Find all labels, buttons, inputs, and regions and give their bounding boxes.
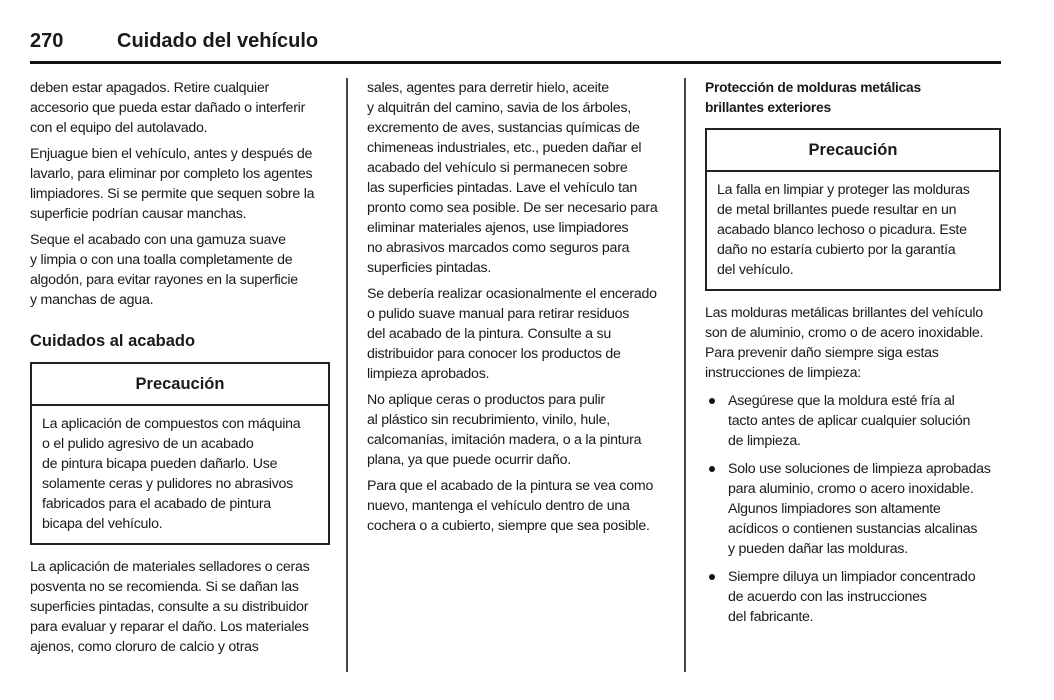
page-number: 270 [30, 30, 64, 52]
text-line: acídicos o contienen sustancias alcalinas [728, 521, 978, 537]
paragraph [367, 390, 667, 470]
bullet-icon [709, 398, 715, 404]
text-line: Algunos limpiadores son altamente [728, 501, 941, 517]
text-line: son de aluminio, cromo o de acero inoxidable. [705, 325, 984, 341]
text-line: distribuidor para conocer los productos de [367, 346, 621, 362]
column-divider [684, 78, 686, 672]
text-line: plana, ya que puede ocurrir daño. [367, 452, 571, 468]
caution-box [30, 362, 330, 545]
paragraph [367, 284, 667, 384]
text-line: superficies pintadas, consulte a su distribuidor [30, 599, 309, 615]
paragraph [30, 144, 330, 224]
text-line: Protección de molduras metálicas [705, 80, 921, 95]
text-line: sales, agentes para derretir hielo, aceite [367, 80, 609, 96]
text-line: con el equipo del autolavado. [30, 120, 208, 136]
text-line: de acuerdo con las instrucciones [728, 589, 927, 605]
bullet-item [705, 567, 1001, 627]
caution-body [707, 172, 999, 289]
text-line: de metal brillantes puede resultar en un [717, 202, 957, 218]
paragraph [30, 557, 330, 657]
text-line: o pulido suave manual para retirar residuos [367, 306, 630, 322]
text-line: del fabricante. [728, 609, 814, 625]
caution-box [705, 128, 1001, 291]
text-line: La aplicación de compuestos con máquina [42, 416, 301, 432]
text-line: limpieza aprobados. [367, 366, 490, 382]
section-heading: Cuidados al acabado [30, 332, 196, 350]
text-line: y alquitrán del camino, savia de los árboles, [367, 100, 631, 116]
text-line: bicapa del vehículo. [42, 516, 163, 532]
subsection-heading [705, 78, 1001, 118]
text-line: o el pulido agresivo de un acabado [42, 436, 254, 452]
bullet-item [705, 391, 1001, 451]
caution-title: Precaución [707, 130, 999, 172]
text-line: algodón, para evitar rayones en la superficie [30, 272, 298, 288]
text-line: limpiadores. Si se permite que sequen sobre la [30, 186, 315, 202]
paragraph [367, 476, 667, 536]
text-line: brillantes exteriores [705, 100, 831, 115]
text-line: Siempre diluya un limpiador concentrado [728, 569, 976, 585]
text-line: Las molduras metálicas brillantes del vehículo [705, 305, 983, 321]
text-line: chimeneas industriales, etc., pueden dañar el [367, 140, 642, 156]
bullet-icon [709, 466, 715, 472]
text-line: superficie podrían causar manchas. [30, 206, 247, 222]
text-line: Enjuague bien el vehículo, antes y después de [30, 146, 313, 162]
text-line: Solo use soluciones de limpieza aprobadas [728, 461, 991, 477]
text-line: fabricados para el acabado de pintura [42, 496, 271, 512]
text-line: y limpia o con una toalla completamente de [30, 252, 293, 268]
text-line: instrucciones de limpieza: [705, 365, 861, 381]
text-line: acabado del vehículo si permanecen sobre [367, 160, 628, 176]
text-line: deben estar apagados. Retire cualquier [30, 80, 269, 96]
text-line: ajenos, como cloruro de calcio y otras [30, 639, 259, 655]
text-line: y manchas de agua. [30, 292, 154, 308]
paragraph [367, 78, 667, 278]
text-line: calcomanías, imitación madera, o a la pintura [367, 432, 642, 448]
caution-title: Precaución [32, 364, 328, 406]
header-rule [30, 61, 1001, 64]
text-line: tacto antes de aplicar cualquier solución [728, 413, 971, 429]
text-line: al plástico sin recubrimiento, vinilo, hule, [367, 412, 610, 428]
text-line: nuevo, mantenga el vehículo dentro de una [367, 498, 630, 514]
text-line: Asegúrese que la moldura esté fría al [728, 393, 955, 409]
text-line: Para que el acabado de la pintura se vea como [367, 478, 654, 494]
text-line: solamente ceras y pulidores no abrasivos [42, 476, 294, 492]
text-line: para evaluar y reparar el daño. Los materiales [30, 619, 309, 635]
bullet-icon [709, 574, 715, 580]
paragraph [30, 230, 330, 310]
text-line: para aluminio, cromo o acero inoxidable. [728, 481, 974, 497]
text-line: daño no estaría cubierto por la garantía [717, 242, 956, 258]
text-line: y pueden dañar las molduras. [728, 541, 908, 557]
column-3 [705, 78, 1001, 627]
text-line: del acabado de la pintura. Consulte a su [367, 326, 611, 342]
text-line: Para prevenir daño siempre siga estas [705, 345, 939, 361]
page-title: Cuidado del vehículo [117, 30, 319, 52]
paragraph [705, 303, 1001, 383]
text-line: las superficies pintadas. Lave el vehículo tan [367, 180, 638, 196]
text-line: eliminar materiales ajenos, use limpiadores [367, 220, 629, 236]
text-line: del vehículo. [717, 262, 794, 278]
text-line: accesorio que pueda estar dañado o interferir [30, 100, 306, 116]
paragraph [30, 78, 330, 138]
text-line: acabado blanco lechoso o picadura. Este [717, 222, 967, 238]
text-line: cochera o a cubierto, siempre que sea posible. [367, 518, 650, 534]
text-line: Seque el acabado con una gamuza suave [30, 232, 286, 248]
text-line: Se debería realizar ocasionalmente el encerado [367, 286, 657, 302]
column-1 [30, 78, 330, 657]
text-line: posventa no se recomienda. Si se dañan las [30, 579, 299, 595]
caution-body [32, 406, 328, 543]
text-line: La falla en limpiar y proteger las molduras [717, 182, 970, 198]
text-line: pronto como sea posible. De ser necesario para [367, 200, 658, 216]
text-line: superficies pintadas. [367, 260, 492, 276]
column-divider [346, 78, 348, 672]
text-line: de limpieza. [728, 433, 801, 449]
text-line: No aplique ceras o productos para pulir [367, 392, 605, 408]
bullet-item [705, 459, 1001, 559]
text-line: de pintura bicapa pueden dañarlo. Use [42, 456, 278, 472]
text-line: excremento de aves, sustancias químicas de [367, 120, 640, 136]
text-line: lavarlo, para eliminar por completo los agentes [30, 166, 313, 182]
column-2 [367, 78, 667, 536]
text-line: La aplicación de materiales selladores o ceras [30, 559, 310, 575]
text-line: no abrasivos marcados como seguros para [367, 240, 630, 256]
